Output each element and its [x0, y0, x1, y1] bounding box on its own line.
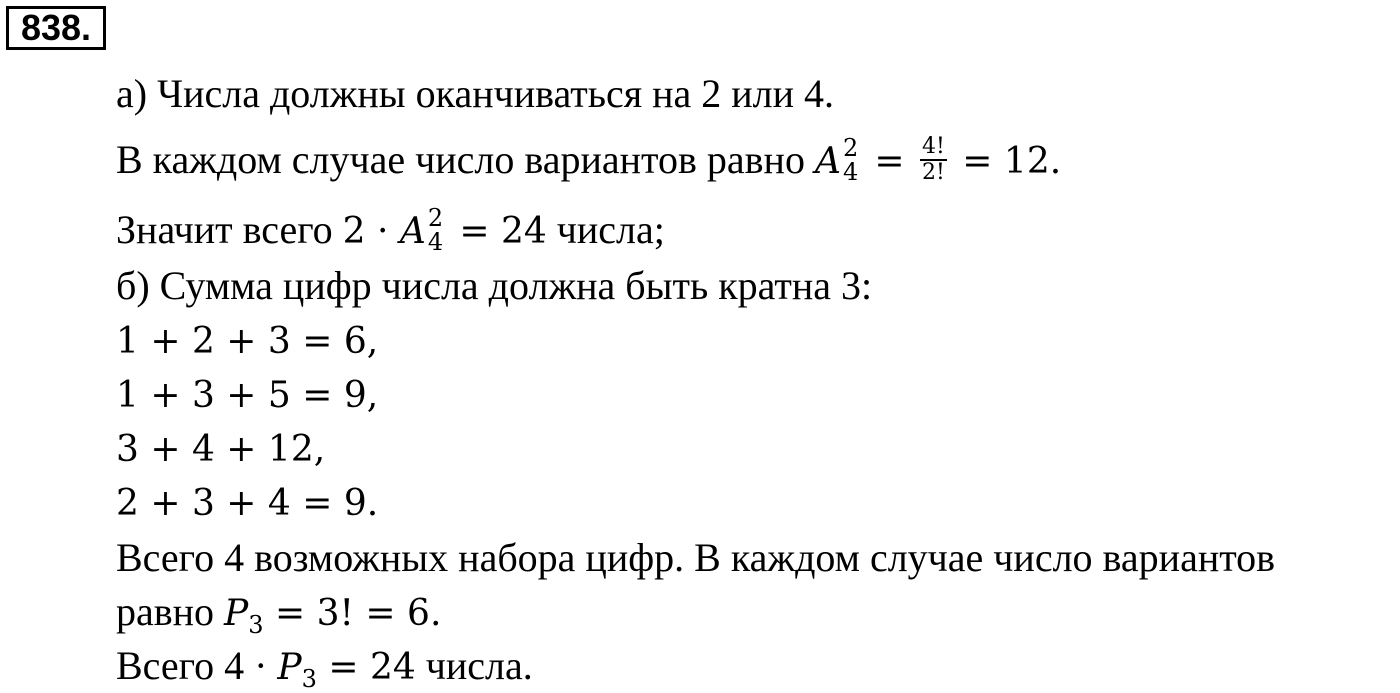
factorial-fraction: [920, 135, 947, 185]
permutation-symbol-2: P: [277, 647, 302, 688]
arrangement-sup: 2: [842, 134, 859, 162]
part-a-line-2-text: В каждом случае число вариантов равно: [116, 137, 815, 182]
part-b-line-8-text: Всего 4 ·: [116, 643, 278, 688]
part-b-line-6: Всего 4 возможных набора цифр. В каждом случае число вариантов: [116, 535, 1276, 580]
fraction-numerator: 4!: [922, 133, 945, 159]
permutation-sub: 3: [248, 611, 264, 639]
arrangement-sup-2: 2: [427, 204, 444, 232]
digit-sum-2: 1 + 3 + 5 = 9,: [116, 375, 379, 416]
digit-sum-3: 3 + 4 + 12,: [116, 429, 326, 470]
permutation-sub-2: 3: [301, 665, 317, 693]
permutation-result: = 3! = 6.: [263, 593, 442, 634]
fraction-denominator: 2!: [922, 159, 945, 185]
permutation-symbol: P: [224, 593, 249, 634]
arrangement-indices: [841, 134, 863, 186]
part-b-line-8-tail: числа.: [415, 643, 533, 688]
part-b-line-7: [116, 590, 441, 639]
problem-number: 838.: [6, 6, 106, 50]
equals-sign: =: [862, 141, 917, 182]
part-a-line-3-text: Значит всего: [116, 207, 343, 252]
part-a-line-3-tail: числа;: [546, 207, 665, 252]
part-a-line-1: а) Числа должны оканчиваться на 2 или 4.: [116, 71, 835, 116]
total-result-a: = 24: [447, 211, 547, 252]
part-b-line-7-text: равно: [116, 589, 225, 634]
total-result-b: = 24: [316, 647, 416, 688]
digit-sum-4: 2 + 3 + 4 = 9.: [116, 483, 379, 524]
digit-sum-1: 1 + 2 + 3 = 6,: [116, 321, 379, 362]
part-a-line-3: [116, 204, 665, 256]
arrangement-symbol: A: [814, 141, 841, 182]
arrangement-symbol-2: A: [399, 211, 426, 252]
arrangement-sub-2: 4: [427, 228, 444, 256]
arrangement-indices-2: [426, 204, 448, 256]
part-b-line-8: [116, 644, 533, 693]
multiplier: 2 ·: [342, 211, 400, 252]
arrangement-result: = 12.: [950, 141, 1062, 182]
part-a-line-2: [116, 133, 1062, 189]
part-b-line-1: б) Сумма цифр числа должна быть кратна 3:: [116, 263, 873, 308]
arrangement-sub: 4: [842, 158, 859, 186]
